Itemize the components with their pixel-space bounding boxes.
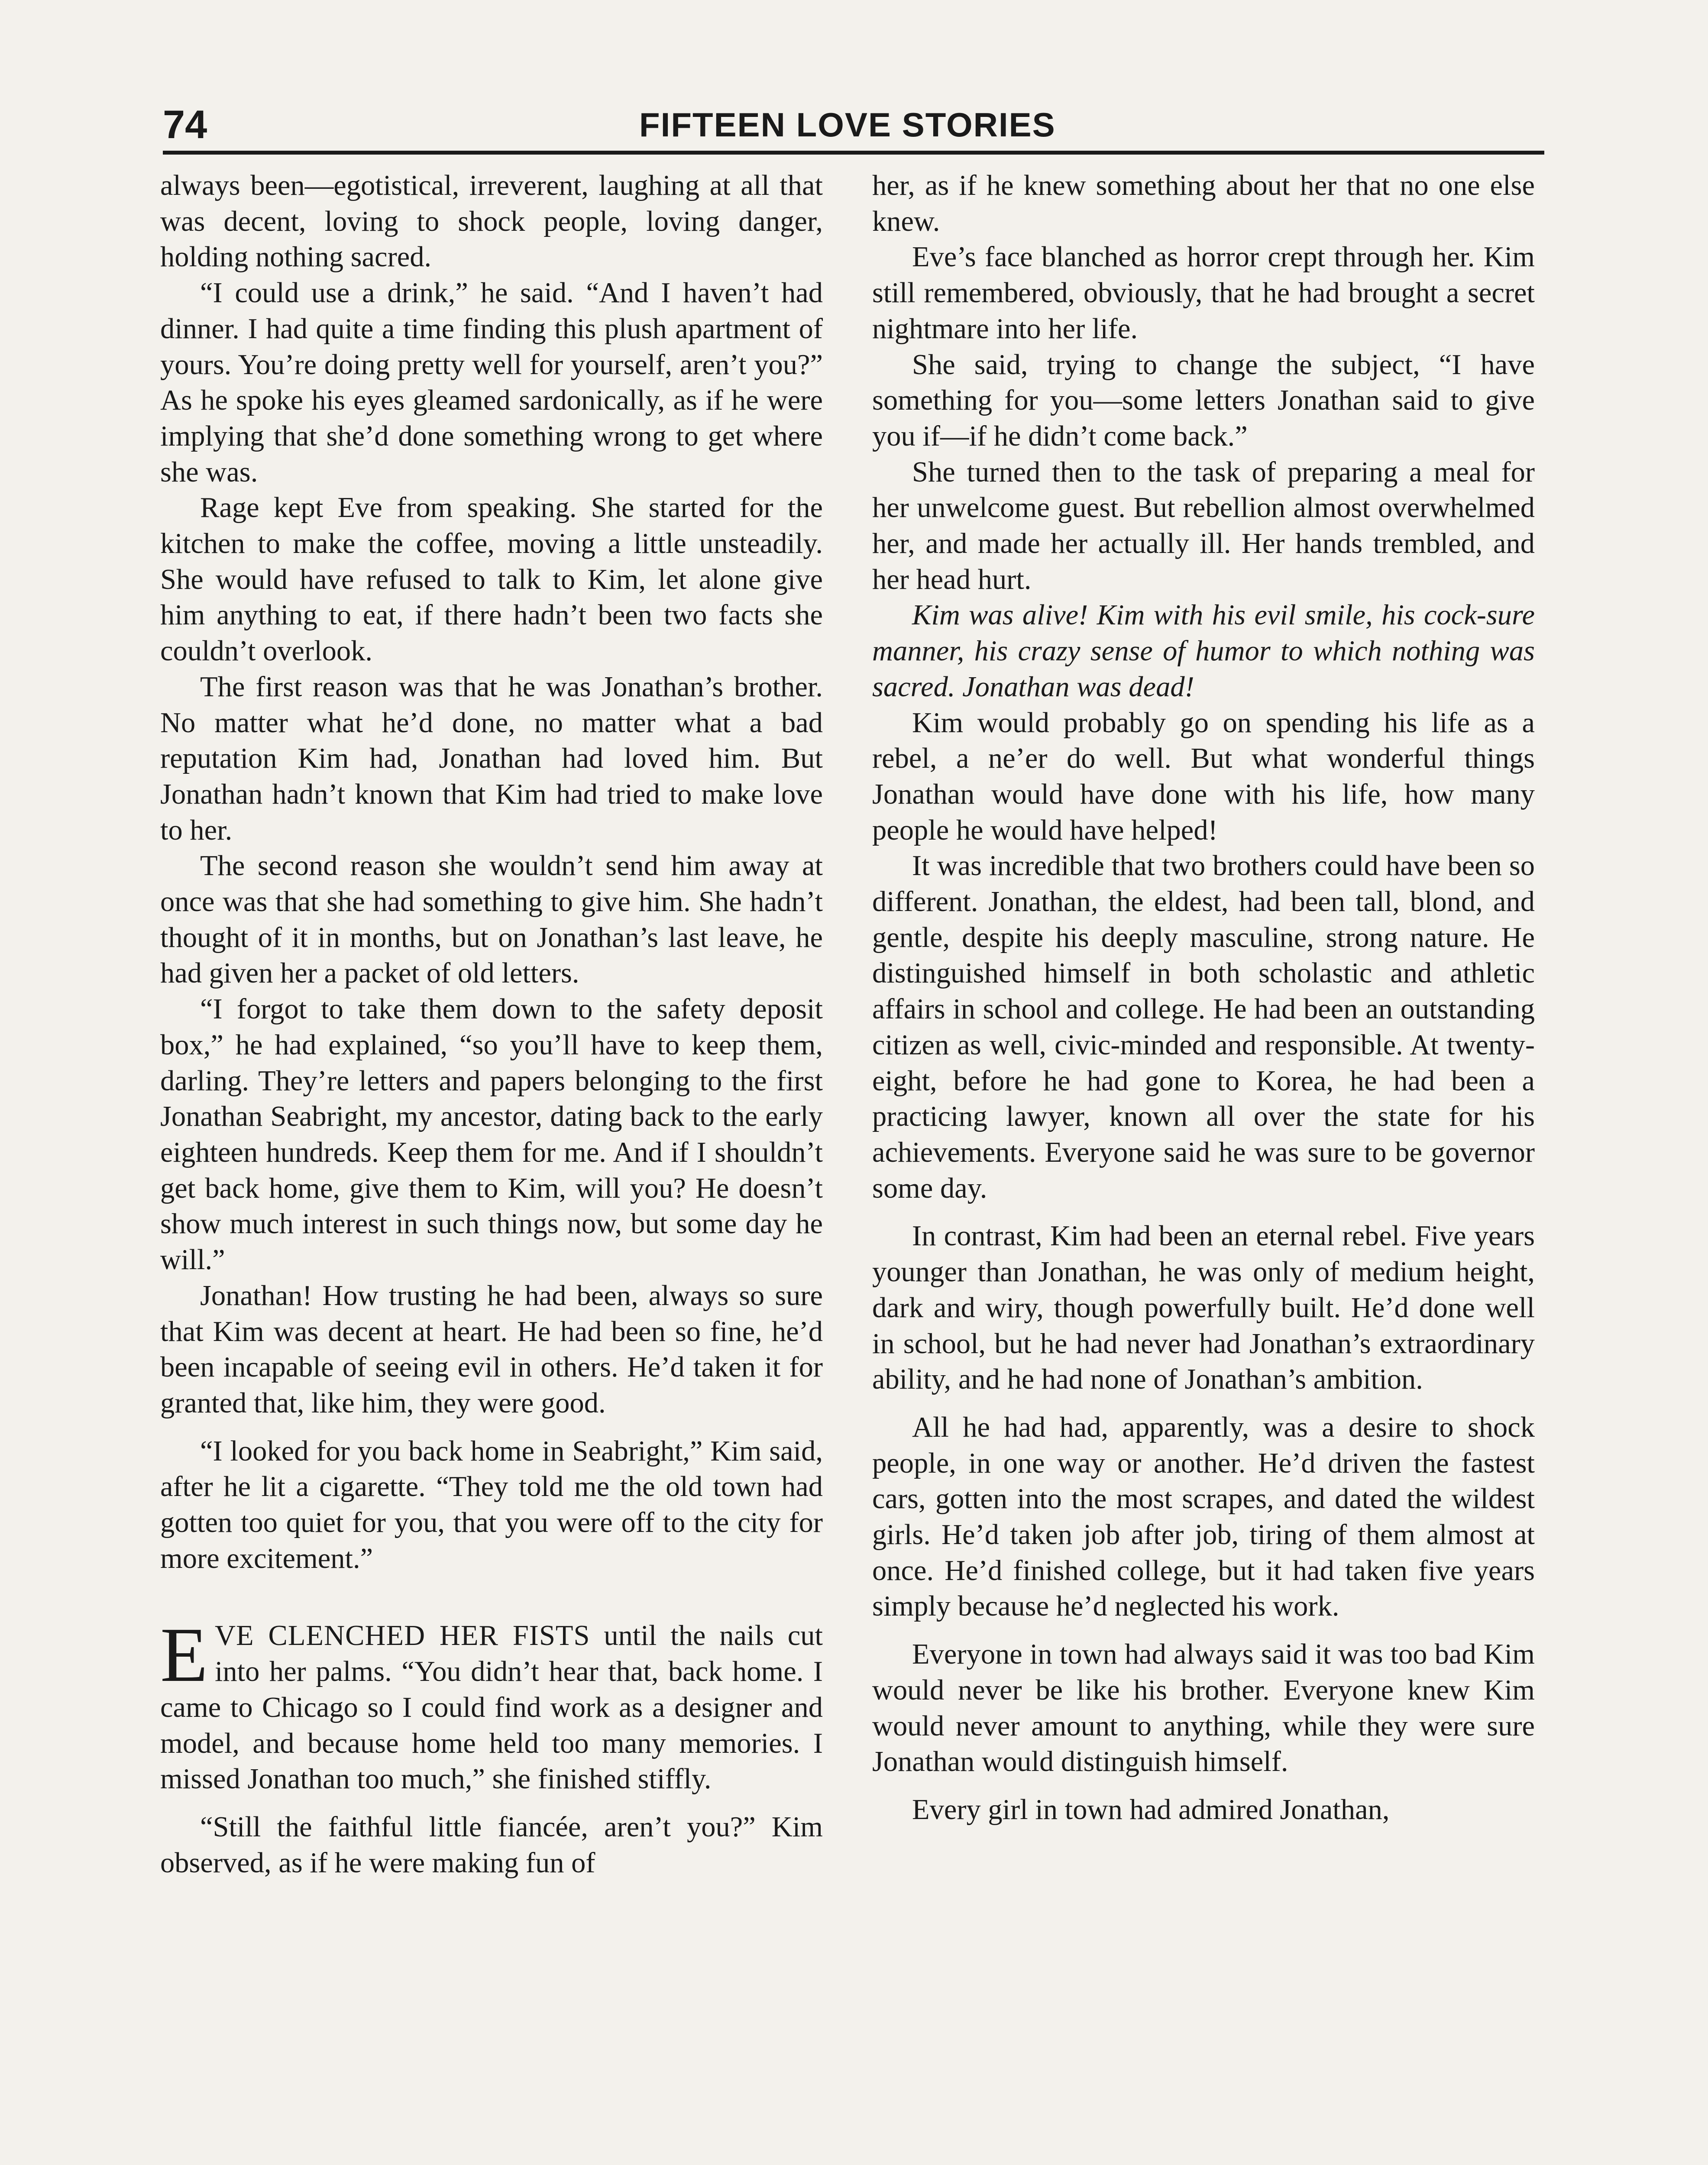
- paragraph: The first reason was that he was Jonathan’s brother. No matter what he’d done, no matter what a bad reputation Kim had, Jonathan had loved him. But Jonathan hadn’t known that Kim had tried to make love to her.: [160, 671, 823, 846]
- paragraph: Everyone in town had always said it was too bad Kim would never be like his brother. Everyone knew Kim would never amount to anything, while they were sure Jonathan would distinguish himself.: [872, 1638, 1535, 1778]
- paragraph: Jonathan! How trusting he had been, always so sure that Kim was decent at heart. He had been so fine, he’d been incapable of seeing evil in others. He’d taken it for granted that, like him, they were good.: [160, 1280, 823, 1419]
- paragraph: Every girl in town had admired Jonathan,: [912, 1793, 1390, 1826]
- paragraph: “Still the faithful little fiancée, aren’t you?” Kim observed, as if he were making fun of: [160, 1811, 823, 1879]
- drop-cap: E: [160, 1612, 208, 1698]
- italic-paragraph: Kim was alive! Kim with his evil smile, his cock-sure manner, his crazy sense of humor to which nothing was sacred. Jonathan was dead!: [872, 599, 1535, 703]
- running-title: FIFTEEN LOVE STORIES: [639, 106, 1056, 144]
- page-number: 74: [163, 103, 207, 147]
- left-column: [160, 168, 823, 1881]
- lead-in-caps: VE CLENCHED HER FISTS: [214, 1620, 590, 1652]
- paragraph: “I looked for you back home in Seabright,” Kim said, after he lit a cigarette. “They told me the old town had gotten too quiet for you, that you were off to the city for more excitement.”: [160, 1435, 823, 1574]
- page-header: [163, 99, 1544, 151]
- lead-in-text: until the nails cut into her palms. “You didn’t hear that, back home. I came to Chicago so I could find work as a designer and model, and because home held too many memories. I missed Jonathan too much,” she finished stiffly.: [160, 1620, 823, 1795]
- paragraph: She said, trying to change the subject, “I have something for you—some letters Jonathan said to give you if—if he didn’t come back.”: [872, 349, 1535, 452]
- paragraph: always been—egotistical, irreverent, laughing at all that was decent, loving to shock people, loving danger, holding nothing sacred.: [160, 170, 823, 273]
- paragraph: The second reason she wouldn’t send him away at once was that she had something to give him. She hadn’t thought of it in months, but on Jonathan’s last leave, he had given her a packet of old letters.: [160, 850, 823, 989]
- header-rule: [163, 151, 1544, 155]
- paragraph: Rage kept Eve from speaking. She started for the kitchen to make the coffee, moving a little unsteadily. She would have refused to talk to Kim, let alone give him anything to eat, if there hadn’t been two facts she couldn’t overlook.: [160, 492, 823, 667]
- paragraph: “I could use a drink,” he said. “And I haven’t had dinner. I had quite a time finding this plush apartment of yours. You’re doing pretty well for yourself, aren’t you?” As he spoke his eyes gleamed sardonically, as if he were implying that she’d done something wrong to get where she was.: [160, 277, 823, 488]
- paragraph: All he had had, apparently, was a desire to shock people, in one way or another. He’d driven the fastest cars, gotten into the most scrapes, and dated the wildest girls. He’d taken job after job, tiring of them almost at once. He’d finished college, but it had taken five years simply because he’d neglected his work.: [872, 1411, 1535, 1622]
- paragraph: her, as if he knew something about her that no one else knew.: [872, 170, 1535, 237]
- right-column: [872, 168, 1535, 1828]
- paragraph: She turned then to the task of preparing a meal for her unwelcome guest. But rebellion almost overwhelmed her, and made her actually ill. Her hands trembled, and her head hurt.: [872, 456, 1535, 595]
- paragraph: In contrast, Kim had been an eternal rebel. Five years younger than Jonathan, he was only of medium height, dark and wiry, though powerfully built. He’d done well in school, but he had never had Jonathan’s extraordinary ability, and he had none of Jonathan’s ambition.: [872, 1220, 1535, 1396]
- paragraph: Eve’s face blanched as horror crept through her. Kim still remembered, obviously, that he had brought a secret nightmare into her life.: [872, 241, 1535, 345]
- paragraph: Kim would probably go on spending his life as a rebel, a ne’er do well. But what wonderful things Jonathan would have done with his life, how many people he would have helped!: [872, 707, 1535, 846]
- paragraph: It was incredible that two brothers could have been so different. Jonathan, the eldest, had been tall, blond, and gentle, despite his deeply masculine, strong nature. He distinguished himself in both scholastic and athletic affairs in school and college. He had been an outstanding citizen as well, civic-minded and responsible. At twenty-eight, before he had gone to Korea, he had been a practicing lawyer, known all over the state for his achievements. Everyone said he was sure to be governor some day.: [872, 850, 1535, 1204]
- section-opening-paragraph: [160, 1612, 823, 1797]
- paragraph: “I forgot to take them down to the safety deposit box,” he had explained, “so you’ll have to keep them, darling. They’re letters and papers belonging to the first Jonathan Seabright, my ancestor, dating back to the early eighteen hundreds. Keep them for me. And if I shouldn’t get back home, give them to Kim, will you? He doesn’t show much interest in such things now, but some day he will.”: [160, 993, 823, 1276]
